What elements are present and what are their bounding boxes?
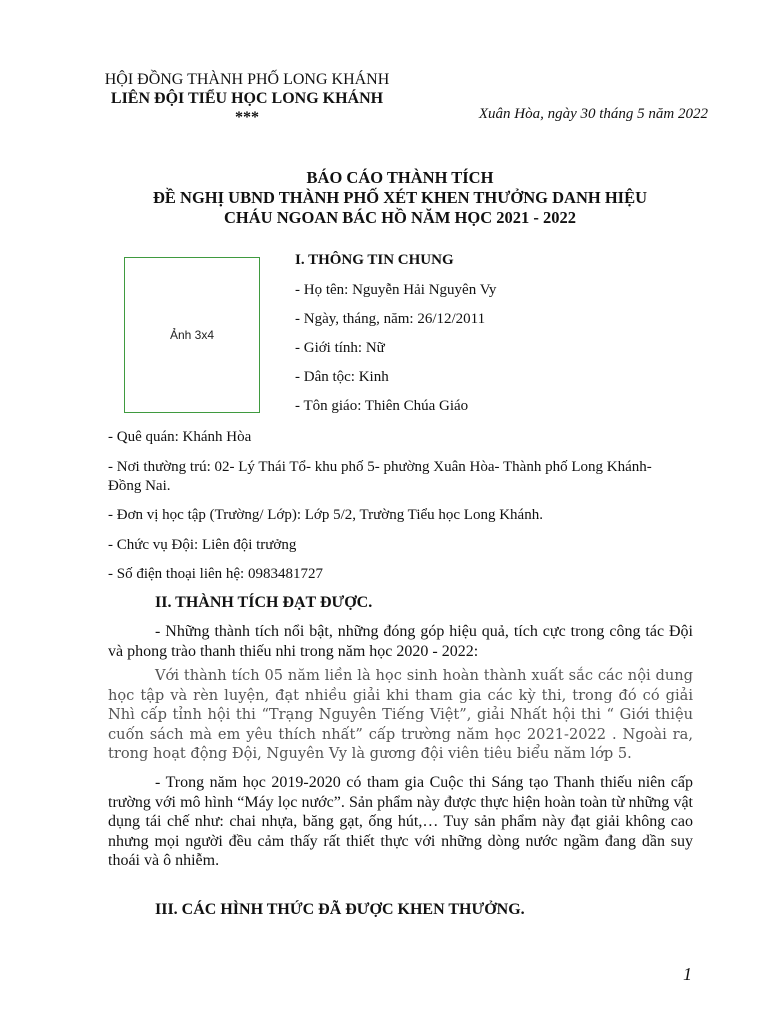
field-ethnicity: - Dân tộc: Kinh [295,369,389,385]
page-number: 1 [683,964,692,984]
field-gender: - Giới tính: Nữ [295,340,385,356]
header-stars: *** [235,109,259,126]
photo-placeholder [124,257,260,413]
dateline: Xuân Hòa, ngày 30 tháng 5 năm 2022 [478,106,708,122]
field-religion: - Tôn giáo: Thiên Chúa Giáo [295,398,469,414]
section2-para1: - Những thành tích nổi bật, những đóng góp hiệu quả, tích cực trong công tác Đội và phong trào thanh thiếu nhi trong năm học 2020 - 2022: [108,623,693,660]
field-phone: - Số điện thoại liên hệ: 0983481727 [108,566,323,582]
header-organization [72,70,422,127]
section2-para2: Với thành tích 05 năm liền là học sinh hoàn thành xuất sắc các nội dung học tập và rèn luyện, đạt nhiều giải khi tham gia các kỳ thi, trong đó có giải Nhì cấp tỉnh hội thi “Trạng Nguyên Tiếng Việt”, giải Nhất hội thi “ Giới thiệu cuốn sách mà em yêu thích nhất” cấp trường năm học 2021-2022 . Ngoài ra, trong hoạt động Đội, Nguyên Vy là gương đội viên tiêu biểu năm lớp 5. [108,667,693,762]
section2-para3: - Trong năm học 2019-2020 có tham gia Cuộc thi Sáng tạo Thanh thiếu niên cấp trường với mô hình “Máy lọc nước”. Sản phẩm này được thực hiện hoàn toàn từ những vật dụng tái chế như: chai nhựa, băng gạt, ống hút,… Tuy sản phẩm này đạt giải không cao nhưng mọi người đều cảm thấy rất thiết thực với những dòng nước ngầm đang dần suy thoái và ô nhiễm. [108,774,693,869]
section3-heading: III. CÁC HÌNH THỨC ĐÃ ĐƯỢC KHEN THƯỞNG. [155,901,525,918]
field-hometown: - Quê quán: Khánh Hòa [108,429,252,445]
org-name-line2: LIÊN ĐỘI TIỂU HỌC LONG KHÁNH [110,90,384,107]
field-residence: - Nơi thường trú: 02- Lý Thái Tổ- khu phố 5- phường Xuân Hòa- Thành phố Long Khánh- Đồng Nai. [108,459,652,494]
section2-heading: II. THÀNH TÍCH ĐẠT ĐƯỢC. [155,594,373,611]
document-title [0,168,768,228]
field-name: - Họ tên: Nguyễn Hải Nguyên Vy [295,282,497,298]
field-position: - Chức vụ Đội: Liên đội trưởng [108,537,297,553]
title-line1: BÁO CÁO THÀNH TÍCH [306,168,494,187]
title-line2: ĐỀ NGHỊ UBND THÀNH PHỐ XÉT KHEN THƯỞNG DANH HIỆU [153,188,647,207]
field-school: - Đơn vị học tập (Trường/ Lớp): Lớp 5/2, Trường Tiểu học Long Khánh. [108,507,543,523]
photo-label: Ảnh 3x4 [169,328,215,342]
field-dob: - Ngày, tháng, năm: 26/12/2011 [295,311,486,327]
section1-heading: I. THÔNG TIN CHUNG [295,252,454,268]
org-name-line1: HỘI ĐỒNG THÀNH PHỐ LONG KHÁNH [104,71,390,88]
title-line3: CHÁU NGOAN BÁC HỒ NĂM HỌC 2021 - 2022 [224,208,576,227]
